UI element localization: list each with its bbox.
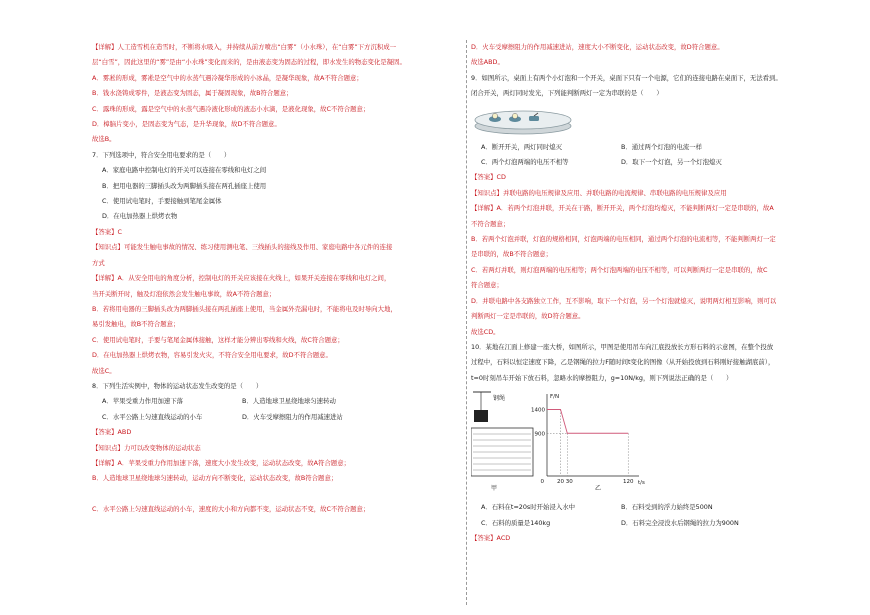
figure-jia-label: 甲 xyxy=(491,485,498,493)
x-axis-unit: t/s xyxy=(638,480,645,487)
answer-line: C．露珠的形成，露是空气中的水蒸气遇冷液化形成的液态小水滴，是液化现象，故C不符合题意； xyxy=(92,104,370,113)
option-pair xyxy=(471,500,841,515)
answer-line: 层“白雪”，因此这里的“雾”是由“小水珠”变化而来的，是由液态变为固态的过程，即水发生的物态变化是凝固。 xyxy=(92,58,406,67)
answer-line: C．若两灯并联，则灯泡两端的电压相等；两个灯泡两端的电压不相等，可以判断两灯一定是串联的，故C xyxy=(471,265,768,274)
option-pair xyxy=(92,410,462,425)
y-axis-unit: F/N xyxy=(550,394,560,401)
answer-line: A．雾凇的形成，雾凇是空气中的水蒸气遇冷凝华形成的小冰晶，是凝华现象，故A不符合题意； xyxy=(92,73,363,82)
option-text: D．火车受摩擦阻力的作用减速进站 xyxy=(242,412,343,421)
answer-line: 故选ABD。 xyxy=(471,58,504,67)
option-line: D．在电加热器上烘烤衣物 xyxy=(102,212,178,221)
answer-line: 不符合题意； xyxy=(471,219,510,228)
option-pair xyxy=(471,516,841,531)
right-column xyxy=(471,40,841,546)
option-pair xyxy=(471,140,841,155)
left-column xyxy=(92,40,462,518)
answer-line: 【知识点】可能发生触电事故的情况、练习使用测电笔、三线插头的接线及作用、家庭电路中各元件的连接 xyxy=(92,243,393,252)
question-line: 10．某地在江面上修建一座大桥，如图所示，甲图是使用吊车向江底投放长方形石料的示意图，在整个投放 xyxy=(471,342,774,351)
option-text: A．石料在t=20s时开始浸入水中 xyxy=(481,503,575,512)
answer-line: 易引发触电，故B不符合题意； xyxy=(92,320,180,329)
option-text: D．石料完全浸没水后钢绳的拉力为900N xyxy=(621,518,739,527)
stone-block xyxy=(474,410,488,422)
question-line: 7．下列选项中，符合安全用电要求的是（ ） xyxy=(92,150,231,159)
option-line: A．家庭电路中控制电灯的开关可以连接在零线和电灯之间 xyxy=(102,166,267,175)
rope-label: 钢绳 xyxy=(493,395,506,403)
answer-line: D．樟脑片变小，是固态变为气态，是升华现象，故D不符合题意。 xyxy=(92,120,281,129)
answer-line: B．钱水浇铸成零件，是液态变为固态，属于凝固现象，故B符合题意； xyxy=(92,89,293,98)
answer-line: 【详解】A．从安全用电的角度分析，控制电灯的开关应该接在火线上，如果开关连接在零线和电灯之间， xyxy=(92,274,391,283)
answer-line: 方式 xyxy=(92,258,105,267)
answer-line: 故选C。 xyxy=(92,366,116,375)
answer-line: 【详解】A．若两个灯泡并联，开关在干路，断开开关，两个灯泡均熄灭，不能判断两灯一定是串联的，故A xyxy=(471,204,774,213)
answer-line: 是串联的，故B不符合题意； xyxy=(471,250,553,259)
tick-x-30: 30 xyxy=(565,479,573,486)
option-text: D．取下一个灯泡，另一个灯泡熄灭 xyxy=(621,158,722,167)
option-text: A．苹果受重力作用加速下落 xyxy=(102,397,184,406)
option-text: C．两个灯泡两端的电压不相等 xyxy=(481,158,569,167)
option-text: B．人造地球卫星绕地球匀速转动 xyxy=(242,397,336,406)
answer-line: 【答案】ABD xyxy=(92,428,132,437)
answer-line: C．使用试电笔时，手要与笔尾金属体接触，这样才能分辨出零线和火线，故C符合题意； xyxy=(92,335,344,344)
tick-x-120: 120 xyxy=(622,479,634,486)
option-text: A．断开开关，两灯同时熄灭 xyxy=(481,142,563,151)
question-line: 过程中，石料以恒定速度下降，乙是钢绳的拉力F随时间t变化的图像（从开始投放到石料刚好接触湖底前）， xyxy=(471,358,775,367)
answer-line: B．若将用电器的三脚插头改为两脚插头接在两孔插座上使用，当金属外壳漏电时，不能将电及时导向大地， xyxy=(92,304,397,313)
question-line xyxy=(92,487,462,502)
option-line: C．使用试电笔时，手要接触到笔尾金属体 xyxy=(102,197,222,206)
question-line: 闭合开关，两灯同时发光，下列能判断两灯一定为串联的是（ ） xyxy=(471,89,663,98)
tick-x-0: 0 xyxy=(540,479,544,486)
answer-line: 【答案】ACD xyxy=(471,533,511,542)
question-line: 8．下列生活实例中，物体的运动状态发生改变的是（ ） xyxy=(92,381,263,390)
answer-line: D．在电加热器上烘烤衣物，容易引发火灾，不符合安全用电要求，故D不符合题意。 xyxy=(92,351,332,360)
answer-line: 故选B。 xyxy=(92,135,116,144)
figure-svg xyxy=(471,390,651,498)
table-lamps-figure xyxy=(471,106,841,138)
answer-line: 当开关断开时，触及灯泡依然会发生触电事故，故A不符合题意； xyxy=(92,289,276,298)
answer-line: B．人造地球卫星绕地球匀速转动，运动方向不断变化，运动状态改变，故B符合题意； xyxy=(92,474,338,483)
answer-line: D．火车受摩擦阻力的作用减速进站，速度大小不断变化，运动状态改变，故D符合题意。 xyxy=(471,43,724,51)
answer-line: 符合题意； xyxy=(471,281,503,290)
answer-line: C．水平公路上匀速直线运动的小车，速度的大小和方向都不变，运动状态不变，故C不符合题意； xyxy=(92,505,370,514)
option-line: B．把用电器的三脚插头改为两脚插头接在两孔插座上使用 xyxy=(102,181,267,190)
answer-line: 【知识点】并联电路的电压规律及应用、并联电路的电流规律、串联电路的电压规律及应用 xyxy=(471,188,727,197)
answer-line: D．并联电路中各支路独立工作，互不影响，取下一个灯泡，另一个灯泡就熄灭，说明两灯相互影响，则可以 xyxy=(471,296,777,305)
column-divider xyxy=(466,40,467,605)
option-text: B．通过两个灯泡的电流一样 xyxy=(621,142,703,151)
answer-line: 【答案】C xyxy=(92,227,123,236)
stone-experiment-figure xyxy=(471,390,841,498)
answer-line: 【知识点】力可以改变物体的运动状态 xyxy=(92,443,201,452)
answer-line: 判断两灯一定是串联的，故D符合题意。 xyxy=(471,312,585,321)
option-text: B．石料受到的浮力始终是500N xyxy=(621,503,713,512)
tick-y-1400: 1400 xyxy=(531,407,545,414)
option-pair xyxy=(92,394,462,409)
table-illustration xyxy=(471,106,591,138)
tick-x-20: 20 xyxy=(557,479,565,486)
answer-line: B．若两个灯泡并联，灯泡的规格相同，灯泡两端的电压相同，通过两个灯泡的电流相等，不能判断两灯一定 xyxy=(471,235,776,244)
figure-yi-label: 乙 xyxy=(595,485,602,493)
option-pair xyxy=(471,155,841,170)
answer-line: 故选CD。 xyxy=(471,327,500,336)
option-text: C．水平公路上匀速直线运动的小车 xyxy=(102,412,203,421)
question-line: 9．如图所示，桌面上有两个小灯泡和一个开关，桌面下只有一个电源，它们的连接电路在桌面下，无法看到。 xyxy=(471,73,782,82)
question-line: t=0时刻吊车开始下放石料，忽略水的摩擦阻力，g=10N/kg，则下列说法正确的是（ ） xyxy=(471,373,733,382)
answer-line: 【详解】人工造雪机在造雪时，不断将水吸入，并持续从前方喷出“白雾”（小水珠），在“白雾”下方沉积成一 xyxy=(92,43,397,51)
tick-y-900: 900 xyxy=(534,431,545,438)
answer-line: 【详解】A．苹果受重力作用加速下落，速度大小发生改变，运动状态改变，故A符合题意； xyxy=(92,458,350,467)
force-series-line xyxy=(547,410,628,434)
answer-line: 【答案】CD xyxy=(471,173,506,182)
option-text: C．石料的质量是140kg xyxy=(481,518,551,527)
